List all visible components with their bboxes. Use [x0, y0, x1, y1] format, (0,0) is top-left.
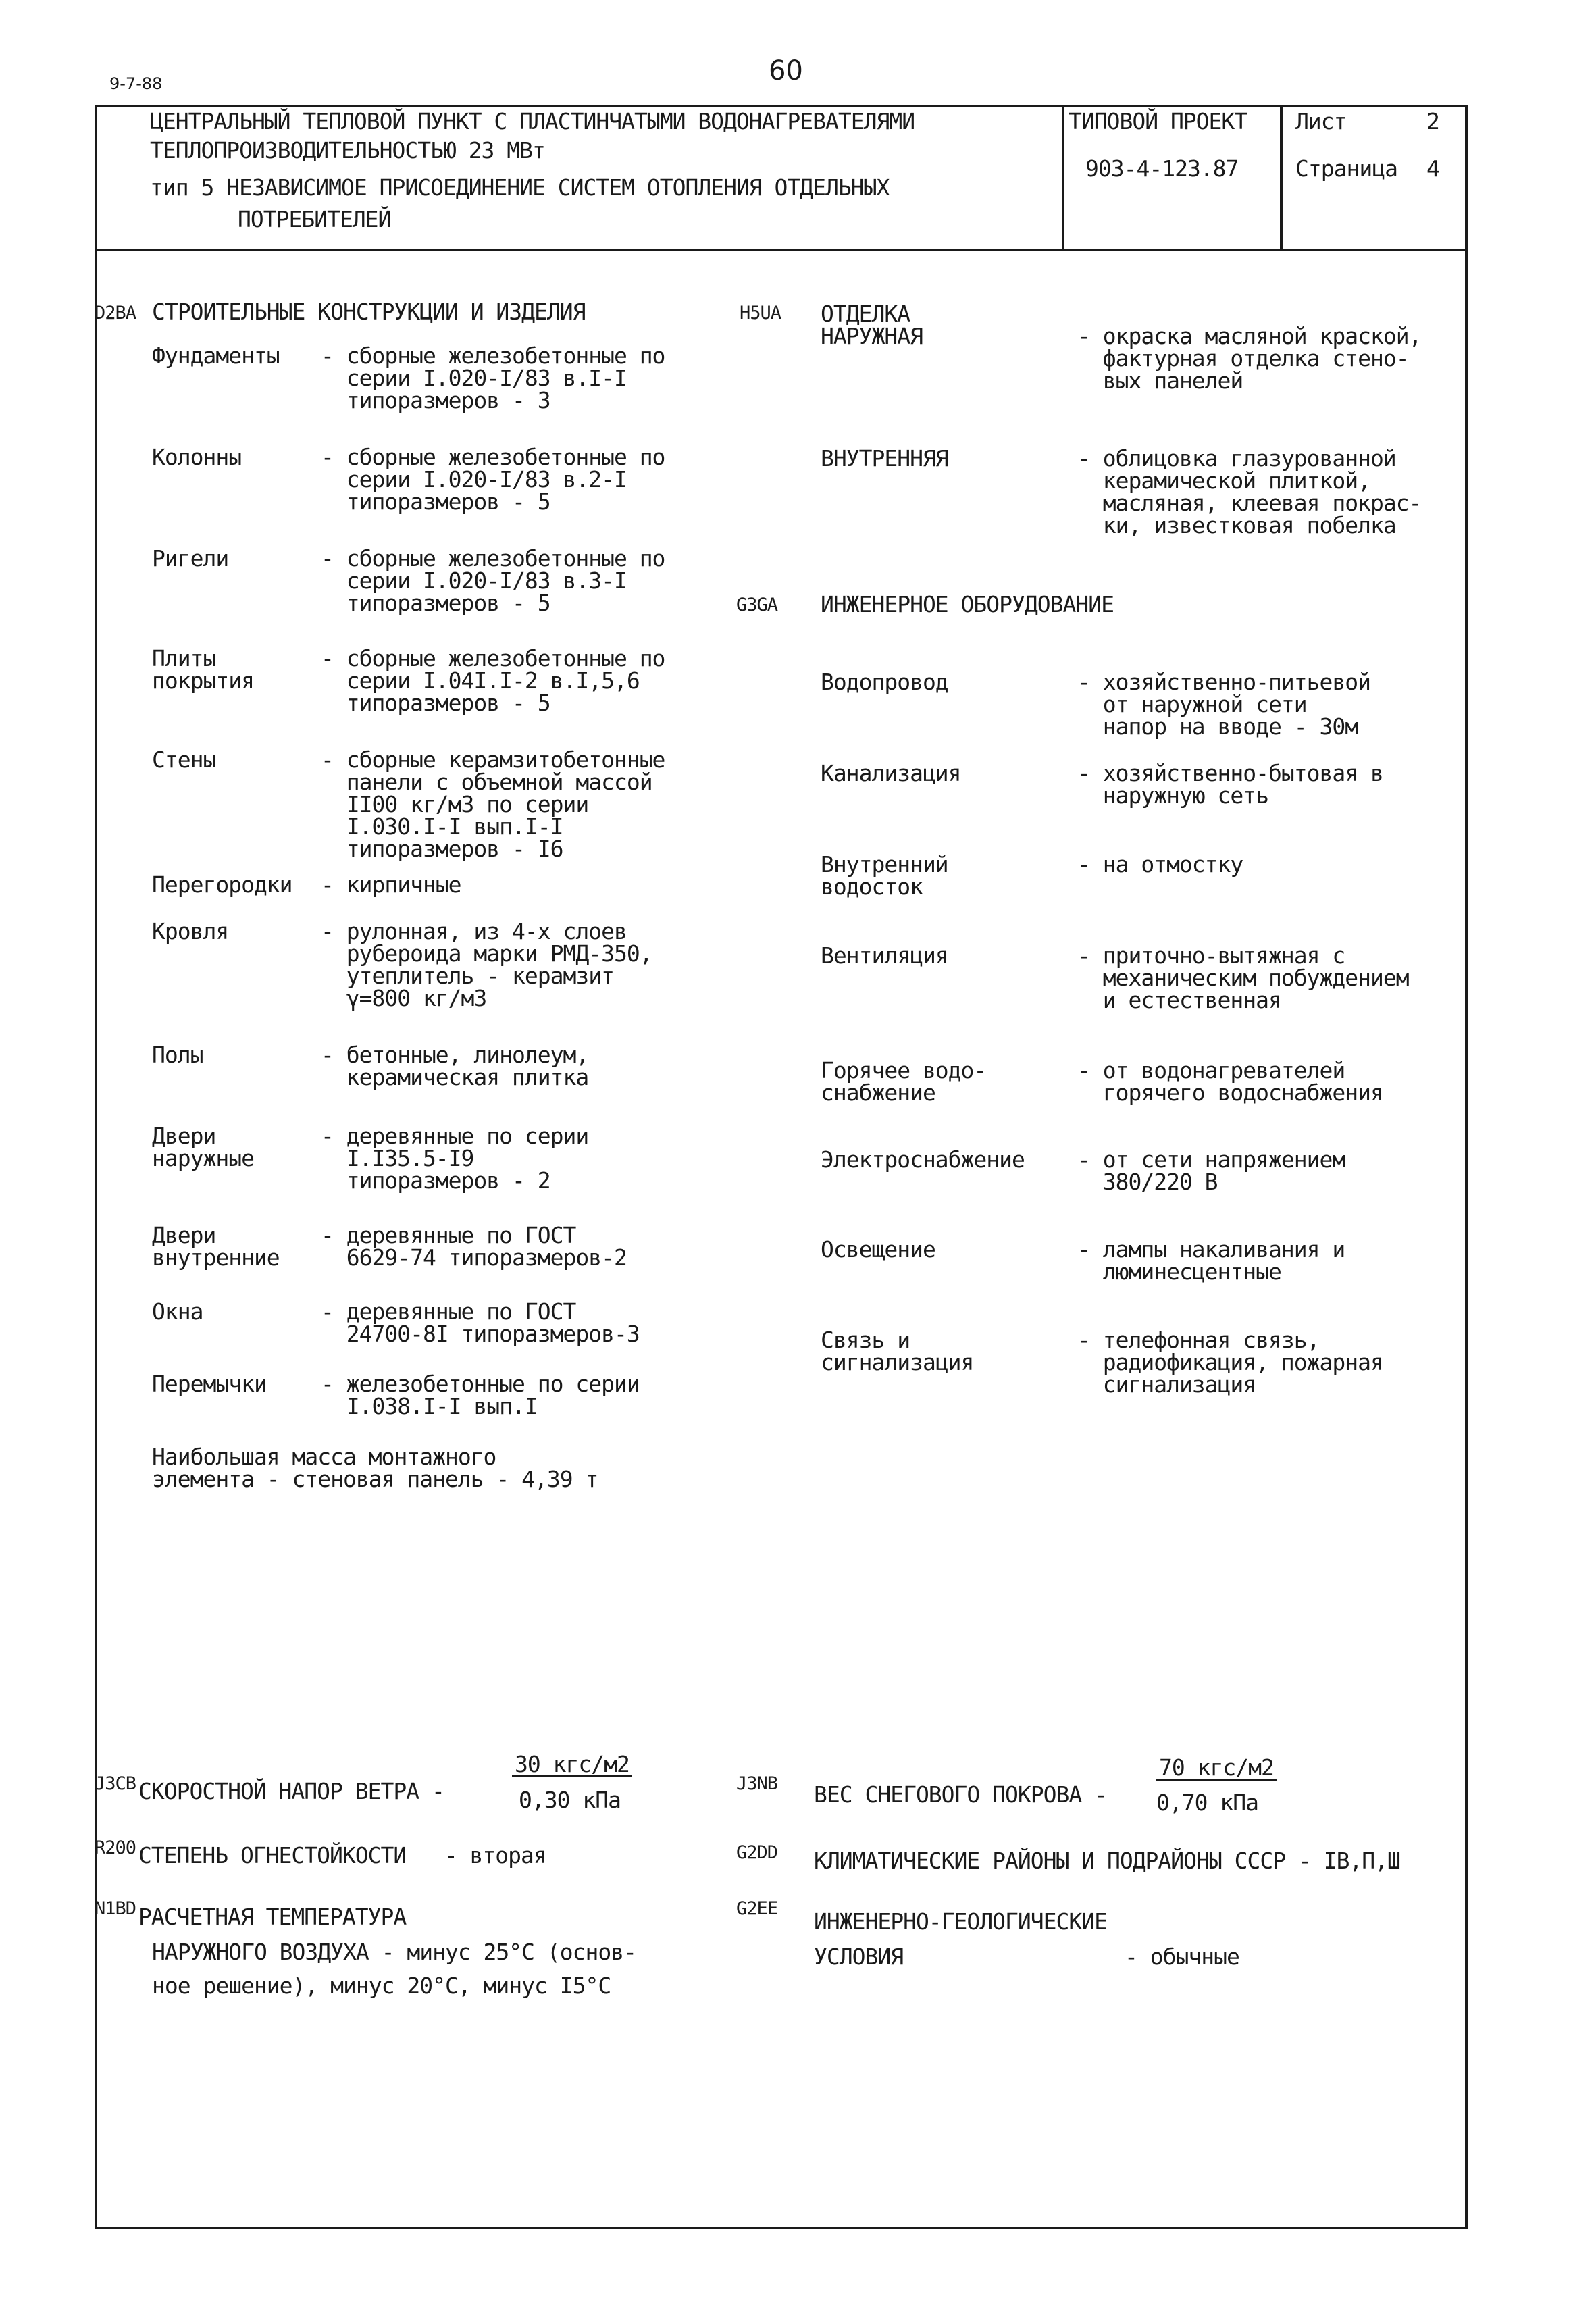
construction-item-value: панели с объемной массой [321, 769, 652, 795]
finish-inner-line: - облицовка глазурованной [1077, 445, 1396, 472]
construction-item-value: 24700-8I типоразмеров-3 [321, 1321, 640, 1347]
engineering-item-value: - хозяйственно-бытовая в [1077, 760, 1383, 786]
construction-item-value: типоразмеров - 5 [321, 590, 550, 616]
finish-outer-line: - окраска масляной краской, [1077, 323, 1422, 349]
section-title: СТРОИТЕЛЬНЫЕ КОНСТРУКЦИИ И ИЗДЕЛИЯ [152, 299, 586, 325]
construction-item-label: Полы [152, 1042, 203, 1068]
engineering-item-label: Освещение [821, 1236, 935, 1263]
engineering-item-label: Связь и [821, 1327, 910, 1353]
section-code: D2BA [95, 303, 136, 324]
header-col-divider-2 [1280, 105, 1283, 250]
geology-value: - обычные [1125, 1943, 1239, 1970]
engineering-item-value: от наружной сети [1077, 691, 1307, 717]
construction-item-label: Окна [152, 1298, 203, 1325]
construction-item-value: I.030.I-I вып.I-I [321, 813, 563, 840]
construction-item-value: рубероида марки РМД-350, [321, 940, 652, 967]
construction-item-value: - деревянные по ГОСТ [321, 1222, 576, 1248]
engineering-item-label: сигнализация [821, 1349, 974, 1375]
title-line: тип 5 НЕЗАВИСИМОЕ ПРИСОЕДИНЕНИЕ СИСТЕМ ОТОПЛЕНИЯ ОТДЕЛЬНЫХ [150, 174, 890, 201]
heaviest-element-line: Наибольшая масса монтажного [152, 1444, 496, 1470]
snow-label: ВЕС СНЕГОВОГО ПОКРОВА - [814, 1781, 1107, 1808]
wind-value-kpa: 0,30 кПа [519, 1787, 621, 1813]
construction-item-value: серии I.04I.I-2 в.I,5,6 [321, 667, 640, 694]
header-col-divider-1 [1062, 105, 1064, 250]
construction-item-value: γ=800 кг/м3 [321, 985, 487, 1011]
heaviest-element-line: элемента - стеновая панель - 4,39 т [152, 1466, 598, 1492]
engineering-item-value: механическим побуждением [1077, 965, 1409, 991]
page-value: 4 [1426, 155, 1439, 182]
engineering-item-label: Внутренний [821, 851, 948, 878]
engineering-item-label: Электроснабжение [821, 1146, 1025, 1173]
climate-regions: КЛИМАТИЧЕСКИЕ РАЙОНЫ И ПОДРАЙОНЫ СССР - IВ,П,Ш [814, 1848, 1400, 1874]
geology-label: ИНЖЕНЕРНО-ГЕОЛОГИЧЕСКИЕ [814, 1908, 1107, 1935]
construction-item-value: - кирпичные [321, 871, 461, 898]
construction-item-label: Двери [152, 1222, 216, 1248]
finish-outer-line: вых панелей [1077, 367, 1243, 394]
title-line: ЦЕНТРАЛЬНЫЙ ТЕПЛОВОЙ ПУНКТ С ПЛАСТИНЧАТЫМИ ВОДОНАГРЕВАТЕЛЯМИ [150, 108, 915, 134]
construction-item-label: Стены [152, 746, 216, 773]
finish-inner-line: керамической плиткой, [1077, 467, 1370, 494]
engineering-item-label: снабжение [821, 1079, 935, 1106]
temperature-line: НАРУЖНОГО ВОЗДУХА - минус 25°С (основ- [152, 1939, 636, 1965]
construction-item-value: серии I.020-I/83 в.2-I [321, 466, 627, 492]
construction-item-label: наружные [152, 1145, 254, 1171]
engineering-item-value: - на отмостку [1077, 851, 1243, 878]
construction-item-value: - сборные железобетонные по [321, 645, 665, 671]
header-divider [95, 249, 1468, 251]
construction-item-value: - сборные железобетонные по [321, 342, 665, 369]
project-label: ТИПОВОЙ ПРОЕКТ [1069, 108, 1247, 134]
finish-title: ОТДЕЛКА [821, 301, 910, 327]
engineering-item-label: Канализация [821, 760, 961, 786]
construction-item-value: - сборные железобетонные по [321, 444, 665, 470]
construction-item-value: типоразмеров - 5 [321, 690, 550, 716]
finish-code: H5UA [740, 303, 781, 324]
fire-resistance: СТЕПЕНЬ ОГНЕСТОЙКОСТИ - вторая [138, 1842, 546, 1869]
snow-value-kpa: 0,70 кПа [1156, 1789, 1258, 1816]
construction-item-value: типоразмеров - 3 [321, 387, 550, 413]
engineering-item-label: Вентиляция [821, 942, 948, 969]
title-line: ТЕПЛОПРОИЗВОДИТЕЛЬНОСТЬЮ 23 МВт [150, 137, 545, 163]
construction-item-label: Перемычки [152, 1371, 267, 1397]
construction-item-label: Перегородки [152, 871, 292, 898]
construction-item-value: - деревянные по серии [321, 1123, 589, 1149]
construction-item-label: Двери [152, 1123, 216, 1149]
engineering-item-value: горячего водоснабжения [1077, 1079, 1383, 1106]
fire-code: R200 [95, 1837, 136, 1858]
engineering-item-value: - телефонная связь, [1077, 1327, 1320, 1353]
construction-item-value: - деревянные по ГОСТ [321, 1298, 576, 1325]
engineering-item-value: сигнализация [1077, 1371, 1256, 1398]
construction-item-value: - сборные железобетонные по [321, 545, 665, 571]
construction-item-value: I.I35.5-I9 [321, 1145, 474, 1171]
finish-outer-line: фактурная отделка стено- [1077, 345, 1409, 372]
wind-value-kgs [512, 1753, 632, 1777]
construction-item-value: серии I.020-I/83 в.I-I [321, 365, 627, 391]
construction-item-value: - железобетонные по серии [321, 1371, 640, 1397]
construction-item-value: I.038.I-I вып.I [321, 1393, 538, 1419]
sheet-value: 2 [1426, 108, 1439, 134]
engineering-item-value: - от водонагревателей [1077, 1057, 1345, 1084]
finish-inner-label: ВНУТРЕННЯЯ [821, 445, 948, 472]
wind-value-kgs-text: 30 кгс/м2 [512, 1753, 632, 1777]
construction-item-value: типоразмеров - I6 [321, 836, 563, 862]
engineering-item-label: Горячее водо- [821, 1057, 987, 1084]
temperature-code: N1BD [95, 1898, 136, 1919]
construction-item-label: Ригели [152, 545, 229, 571]
title-line: ПОТРЕБИТЕЛЕЙ [238, 206, 391, 232]
engineering-item-label: водосток [821, 873, 923, 900]
geology-code: G2EE [736, 1898, 778, 1919]
construction-item-value: утеплитель - керамзит [321, 963, 614, 989]
engineering-item-value: люминесцентные [1077, 1259, 1281, 1285]
construction-item-value: - бетонные, линолеум, [321, 1042, 589, 1068]
construction-item-value: II00 кг/м3 по серии [321, 791, 589, 817]
engineering-item-value: - хозяйственно-питьевой [1077, 669, 1370, 695]
engineering-code: G3GA [736, 594, 778, 615]
engineering-item-value: радиофикация, пожарная [1077, 1349, 1383, 1375]
engineering-item-value: - приточно-вытяжная с [1077, 942, 1345, 969]
finish-title: НАРУЖНАЯ [821, 323, 923, 349]
construction-item-value: - рулонная, из 4-х слоев [321, 918, 627, 944]
engineering-item-value: напор на вводе - 30м [1077, 713, 1358, 740]
construction-item-value: керамическая плитка [321, 1064, 589, 1090]
construction-item-value: серии I.020-I/83 в.3-I [321, 567, 627, 594]
construction-item-label: Кровля [152, 918, 229, 944]
temperature-line: РАСЧЕТНАЯ ТЕМПЕРАТУРА [138, 1904, 407, 1930]
construction-item-value: - сборные керамзитобетонные [321, 746, 665, 773]
engineering-title: ИНЖЕНЕРНОЕ ОБОРУДОВАНИЕ [821, 591, 1114, 617]
snow-value-kgs [1156, 1756, 1277, 1781]
construction-item-value: типоразмеров - 5 [321, 488, 550, 515]
climate-code: G2DD [736, 1842, 778, 1863]
temperature-line: ное решение), минус 20°С, минус I5°С [152, 1973, 611, 1999]
sheet-label: Лист [1295, 108, 1347, 134]
snow-value-kgs-text: 70 кгс/м2 [1156, 1756, 1277, 1781]
wind-code: J3CB [95, 1773, 136, 1794]
engineering-item-value: наружную сеть [1077, 782, 1269, 809]
page-label: Страница [1295, 155, 1397, 182]
construction-item-value: 6629-74 типоразмеров-2 [321, 1244, 627, 1271]
construction-item-value: типоразмеров - 2 [321, 1167, 550, 1194]
finish-inner-line: масляная, клеевая покрас- [1077, 490, 1422, 516]
engineering-item-value: и естественная [1077, 987, 1281, 1013]
engineering-item-value: - лампы накаливания и [1077, 1236, 1345, 1263]
construction-item-label: внутренние [152, 1244, 280, 1271]
construction-item-label: Колонны [152, 444, 242, 470]
geology-label: УСЛОВИЯ [814, 1943, 904, 1970]
finish-inner-line: ки, известковая побелка [1077, 512, 1396, 538]
snow-code: J3NB [736, 1773, 778, 1794]
corner-code: 9-7-88 [109, 74, 163, 93]
engineering-item-label: Водопровод [821, 669, 948, 695]
wind-label: СКОРОСТНОЙ НАПОР ВЕТРА - [138, 1778, 444, 1804]
project-number: 903-4-123.87 [1085, 155, 1239, 182]
construction-item-label: покрытия [152, 667, 254, 694]
construction-item-label: Плиты [152, 645, 216, 671]
page-number: 60 [769, 55, 803, 86]
construction-item-label: Фундаменты [152, 342, 280, 369]
engineering-item-value: - от сети напряжением [1077, 1146, 1345, 1173]
engineering-item-value: 380/220 В [1077, 1169, 1218, 1195]
